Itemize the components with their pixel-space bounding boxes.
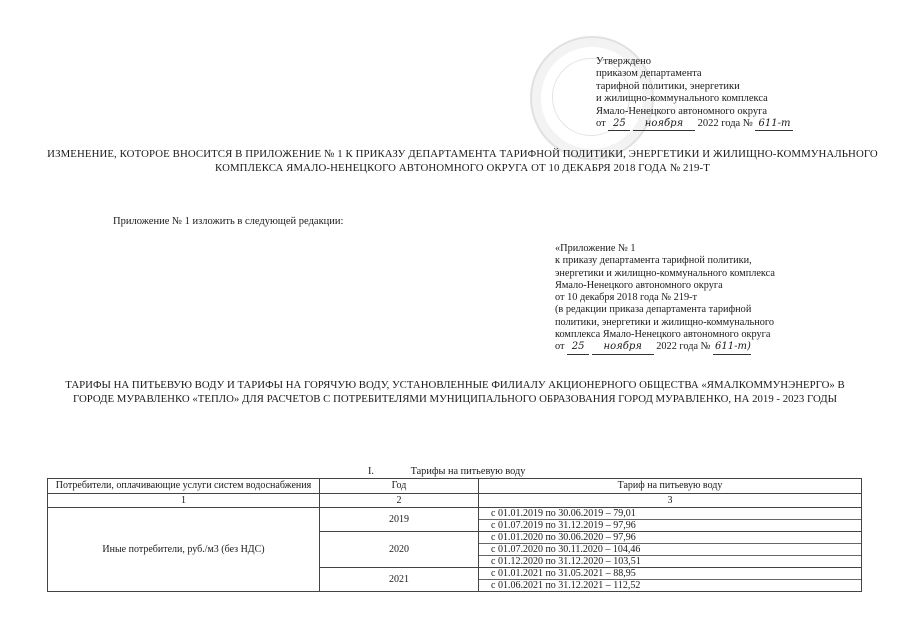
tariffs-heading: ТАРИФЫ НА ПИТЬЕВУЮ ВОДУ И ТАРИФЫ НА ГОРЯЧУЮ ВОДУ, УСТАНОВЛЕННЫЕ ФИЛИАЛУ АКЦИОНЕРНОГО ОБЩЕСТВА «ЯМАЛКОММУНЭНЕРГО» В ГОРОДЕ МУРАВЛЕНКО «ТЕПЛО» ДЛЯ РАСЧЕТОВ С ПОТРЕБИТЕЛЯМИ МУНИЦИПАЛЬНОГО ОБРАЗОВАНИЯ ГОРОД МУРАВЛЕНКО, НА 2019 - 2023 ГОДЫ — [65, 379, 845, 405]
rate-line: с 01.01.2020 по 30.06.2020 – 97,96 — [491, 532, 636, 543]
section-number: I. — [368, 466, 375, 477]
approval-line: Ямало-Ненецкого автономного округа — [596, 105, 768, 117]
approval-date-month: ноября — [633, 118, 695, 131]
annex-line: от 10 декабря 2018 года № 219-т — [555, 292, 698, 304]
approval-line: Утверждено — [596, 56, 651, 67]
annex-line: политики, энергетики и жилищно-коммунального — [555, 316, 775, 328]
approval-line: и жилищно-коммунального комплекса — [596, 93, 768, 105]
annex-line: энергетики и жилищно-коммунального комплекса — [555, 267, 775, 279]
annex-order-number: 611-т) — [713, 341, 751, 354]
rates-cell — [479, 532, 862, 568]
approval-order-number: 611-т — [755, 118, 793, 131]
annex-line: (в редакции приказа департамента тарифной — [555, 304, 752, 316]
annex-block — [555, 243, 775, 355]
approval-line: приказом департамента — [596, 68, 702, 80]
rate-line: с 01.01.2019 по 30.06.2019 – 79,01 — [491, 508, 636, 519]
amendment-heading: ИЗМЕНЕНИЕ, КОТОРОЕ ВНОСИТСЯ В ПРИЛОЖЕНИЕ № 1 К ПРИКАЗУ ДЕПАРТАМЕНТА ТАРИФНОЙ ПОЛИТИКИ, ЭНЕРГЕТИКИ И ЖИЛИЩНО-КОММУНАЛЬНОГО КОМПЛЕКСА ЯМАЛО-НЕНЕЦКОГО АВТОНОМНОГО ОКРУГА ОТ 10 ДЕКАБРЯ 2018 ГОДА № 219-Т — [47, 148, 878, 174]
annex-date-month: ноября — [592, 341, 654, 354]
annex-date-prefix: от — [555, 341, 565, 353]
header-number: 2 — [320, 493, 479, 508]
annex-line: «Приложение № 1 — [555, 243, 636, 254]
rates-cell — [479, 508, 862, 532]
approval-date-suffix: 2022 года № — [697, 118, 753, 130]
rates-cell — [479, 568, 862, 592]
rate-line: с 01.07.2019 по 31.12.2019 – 97,96 — [479, 519, 861, 531]
annex-line: к приказу департамента тарифной политики, — [555, 255, 752, 267]
header-consumers: Потребители, оплачивающие услуги систем водоснабжения — [48, 479, 320, 494]
consumer-cell: Иные потребители, руб./м3 (без НДС) — [48, 508, 320, 592]
section-title-text: Тарифы на питьевую воду — [410, 466, 526, 477]
table-header-row — [48, 479, 862, 494]
approval-block — [596, 56, 793, 131]
annex-date-line — [555, 341, 775, 354]
annex-date-suffix: 2022 года № — [656, 341, 711, 353]
header-number: 1 — [48, 493, 320, 508]
intro-paragraph: Приложение № 1 изложить в следующей редакции: — [113, 216, 344, 227]
rate-line: с 01.06.2021 по 31.12.2021 – 112,52 — [479, 579, 861, 591]
header-number: 3 — [479, 493, 862, 508]
annex-line: комплекса Ямало-Ненецкого автономного округа — [555, 329, 771, 341]
year-cell: 2021 — [320, 568, 479, 592]
rate-line: с 01.07.2020 по 30.11.2020 – 104,46 — [479, 543, 861, 555]
approval-date-line — [596, 118, 793, 131]
header-tariff: Тариф на питьевую воду — [479, 479, 862, 494]
tariff-table — [47, 478, 862, 592]
approval-date-prefix: от — [596, 118, 606, 130]
annex-date-day: 25 — [567, 341, 589, 354]
approval-date-day: 25 — [608, 118, 630, 131]
annex-line: Ямало-Ненецкого автономного округа — [555, 279, 723, 291]
section-title — [368, 466, 525, 477]
table-row — [48, 508, 862, 532]
header-year: Год — [320, 479, 479, 494]
rate-line: с 01.01.2021 по 31.05.2021 – 88,95 — [491, 568, 636, 579]
table-header-numbers-row — [48, 493, 862, 508]
rate-line: с 01.12.2020 по 31.12.2020 – 103,51 — [479, 555, 861, 567]
year-cell: 2020 — [320, 532, 479, 568]
year-cell: 2019 — [320, 508, 479, 532]
approval-line: тарифной политики, энергетики — [596, 80, 740, 92]
